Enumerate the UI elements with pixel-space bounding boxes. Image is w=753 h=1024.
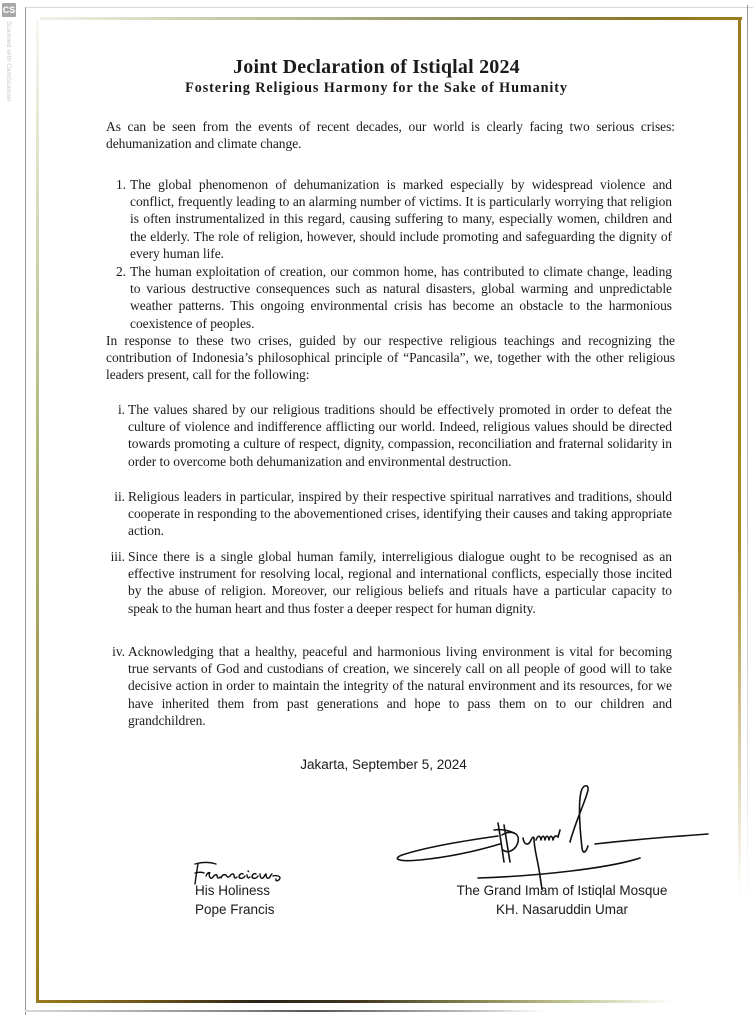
camscanner-logo-icon: CS [2, 5, 16, 15]
list-item-text: The global phenomenon of dehumanization is marked especially by widespread violence and conflict, frequently leading to an alarming number of victims. It is particularly worrying that religion is often instrumentalized in this regard, causing suffering to many, especially women, children and the elderly. The role of religion, however, should include promoting and safeguarding the dignity of every human life. [130, 177, 672, 261]
intro-paragraph: As can be seen from the events of recent decades, our world is clearly facing two serious crises: dehumanization and climate change. [106, 119, 675, 152]
list-item-text: The human exploitation of creation, our common home, has contributed to climate change, leading to various destructive consequences such as natural disasters, global warming and unpredictable weather patterns. This ongoing environmental crisis has become an obstacle to the harmonious coexistence of peoples. [130, 264, 672, 331]
document-title: Joint Declaration of Istiqlal 2024 [233, 56, 520, 78]
list-marker: 2. [115, 264, 126, 279]
list-marker: ii. [114, 489, 125, 504]
call-item [106, 548, 672, 617]
watermark-text: Scanned with CamScanner [5, 21, 12, 103]
pope-name: Pope Francis [195, 902, 275, 917]
crisis-item [106, 263, 672, 332]
call-item [106, 643, 672, 729]
call-item [106, 488, 672, 540]
grand-imam-signature [390, 780, 720, 890]
place-date: Jakarta, September 5, 2024 [300, 757, 467, 772]
crisis-item [106, 176, 672, 262]
outer-frame-bottom-line [25, 1010, 545, 1012]
list-item-text: The values shared by our religious traditions should be effectively promoted in order to defeat the culture of violence and indifference afflicting our world. Indeed, religious values should be directed towards promoting a culture of respect, dignity, compassion, reconciliation and fraternal solidarity in order to overcome both dehumanization and environmental destruction. [128, 402, 672, 469]
list-marker: iii. [110, 549, 125, 564]
document-subtitle: Fostering Religious Harmony for the Sake of Humanity [185, 80, 568, 96]
pope-title: His Holiness [195, 883, 271, 898]
gold-border-top [40, 17, 742, 20]
gold-border-bottom [36, 1000, 676, 1003]
call-item [106, 401, 672, 470]
list-marker: 1. [115, 177, 126, 192]
list-marker: i. [117, 402, 125, 417]
imam-title: The Grand Imam of Istiqlal Mosque [456, 883, 668, 898]
list-item-text: Acknowledging that a healthy, peaceful and harmonious living environment is vital for becoming true servants of God and custodians of creation, we sincerely call on all people of good will to take decisive action in order to maintain the integrity of the natural environment and its resources, for we have inherited them from past generations and hope to pass them on to our children and grandchildren. [128, 644, 672, 728]
gold-border-left [36, 20, 39, 1003]
imam-name: KH. Nasaruddin Umar [495, 902, 629, 917]
list-marker: iv. [112, 644, 125, 659]
response-paragraph: In response to these two crises, guided by our respective religious teachings and recognizing the contribution of Indonesia’s philosophical principle of “Pancasila”, we, together with the other religious leaders present, call for the following: [106, 333, 675, 383]
list-item-text: Religious leaders in particular, inspired by their respective spiritual narratives and traditions, should cooperate in responding to the abovementioned crises, identifying their causes and taking appropriate action. [128, 489, 672, 539]
list-item-text: Since there is a single global human family, interreligious dialogue ought to be recognised as an effective instrument for resolving local, regional and international conflicts, especially those incited by the abuse of religion. Moreover, our religious beliefs and rituals have a particular capacity to speak to the human heart and thus foster a deeper respect for human dignity. [128, 549, 672, 616]
